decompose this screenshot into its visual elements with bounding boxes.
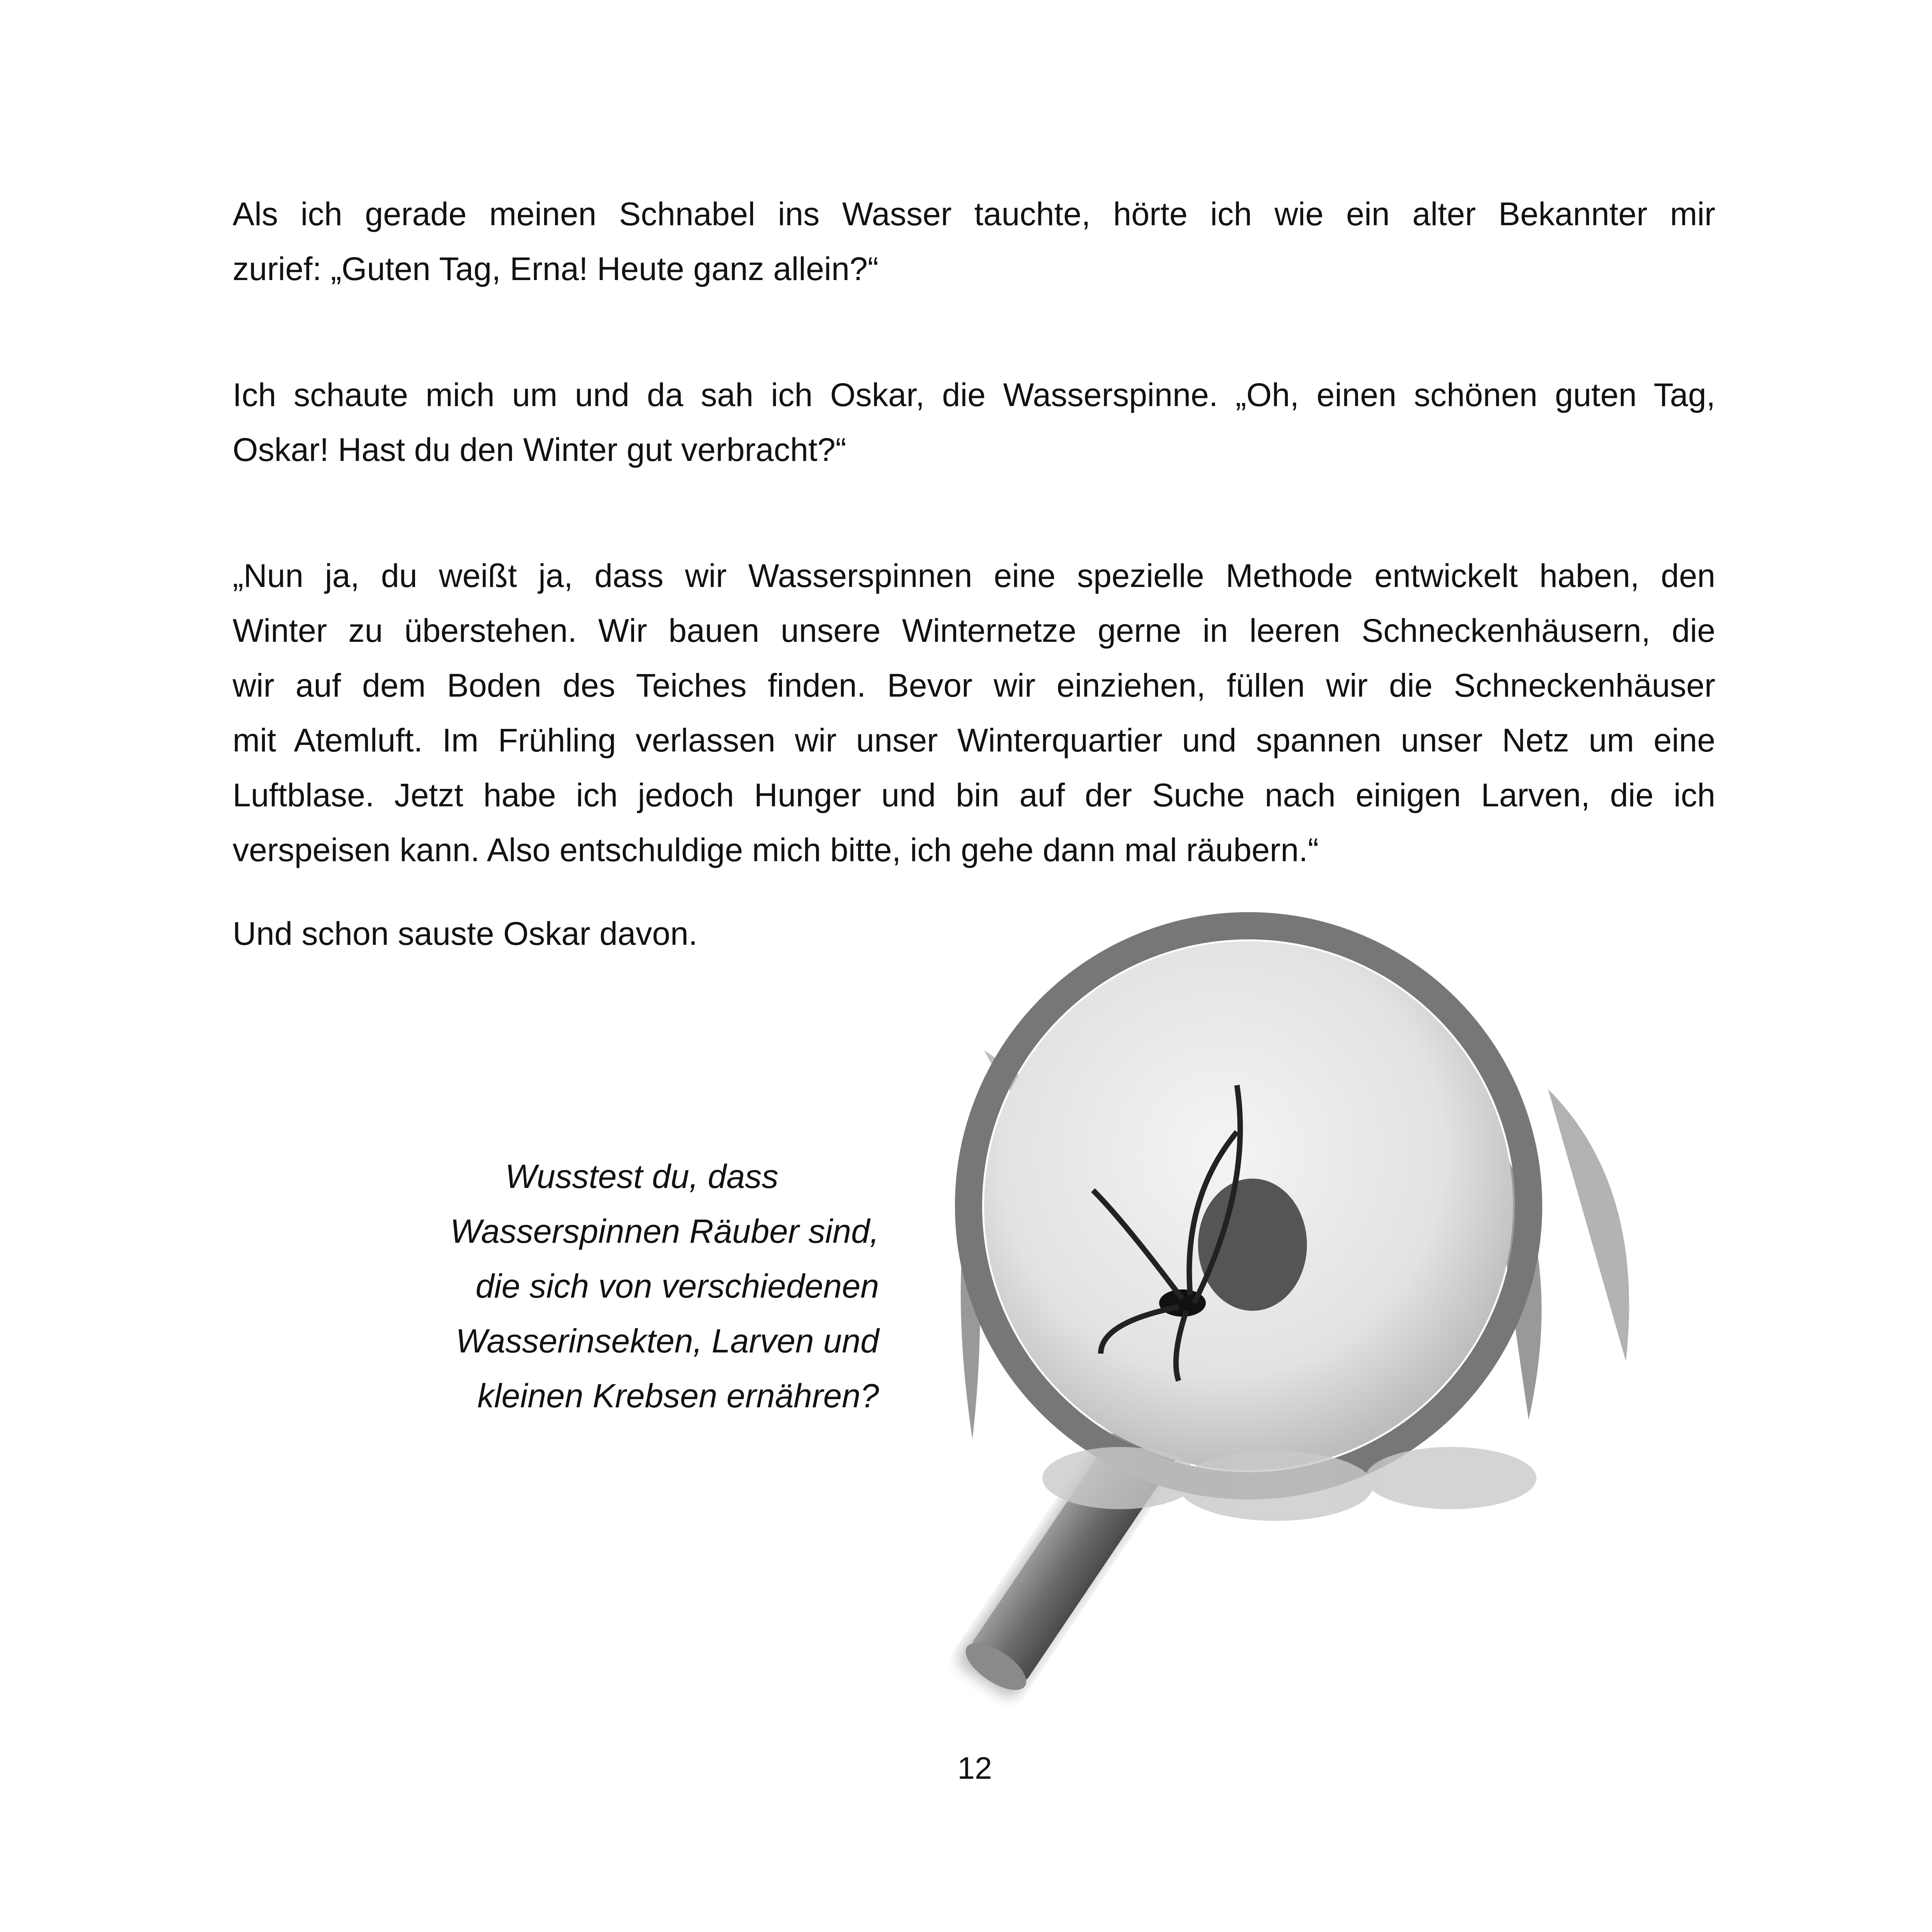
text-line: Und schon sauste Oskar davon. xyxy=(233,915,698,952)
fact-line: Wusstest du, dass xyxy=(505,1158,779,1195)
fact-line: Wasserspinnen Räuber sind, xyxy=(450,1213,879,1250)
text-line: „Nun ja, du weißt ja, dass wir Wasserspinnen eine spezielle Methode entwickelt haben, den xyxy=(233,557,1715,594)
text-line: Als ich gerade meinen Schnabel ins Wasser tauchte, hörte ich wie ein alter Bekannter mir xyxy=(233,196,1715,232)
paragraph-1 xyxy=(233,187,1715,296)
fact-box xyxy=(405,1149,879,1424)
paragraph-3 xyxy=(233,548,1715,878)
paragraph-2 xyxy=(233,368,1715,477)
fact-line: Wasserinsekten, Larven und xyxy=(455,1322,879,1360)
text-line: Oskar! Hast du den Winter gut verbracht?“ xyxy=(233,431,846,468)
text-line: Ich schaute mich um und da sah ich Oskar, die Wasserspinne. „Oh, einen schönen guten Tag, xyxy=(233,377,1715,413)
text-line: mit Atemluft. Im Frühling verlassen wir unser Winterquartier und spannen unser Netz um eine xyxy=(233,722,1715,758)
text-line: wir auf dem Boden des Teiches finden. Bevor wir einziehen, füllen wir die Schneckenhäuser xyxy=(233,667,1715,704)
text-line: zurief: „Guten Tag, Erna! Heute ganz allein?“ xyxy=(233,250,879,287)
magnifier-spider-illustration xyxy=(809,895,1743,1828)
fact-line: die sich von verschiedenen xyxy=(475,1268,879,1305)
page-number: 12 xyxy=(957,1751,992,1785)
text-line: Luftblase. Jetzt habe ich jedoch Hunger und bin auf der Suche nach einigen Larven, die ich xyxy=(233,777,1715,813)
text-line: verspeisen kann. Also entschuldige mich bitte, ich gehe dann mal räubern.“ xyxy=(233,832,1319,868)
text-line: Winter zu überstehen. Wir bauen unsere Winternetze gerne in leeren Schneckenhäusern, die xyxy=(233,612,1715,649)
fact-line: kleinen Krebsen ernähren? xyxy=(477,1377,879,1415)
